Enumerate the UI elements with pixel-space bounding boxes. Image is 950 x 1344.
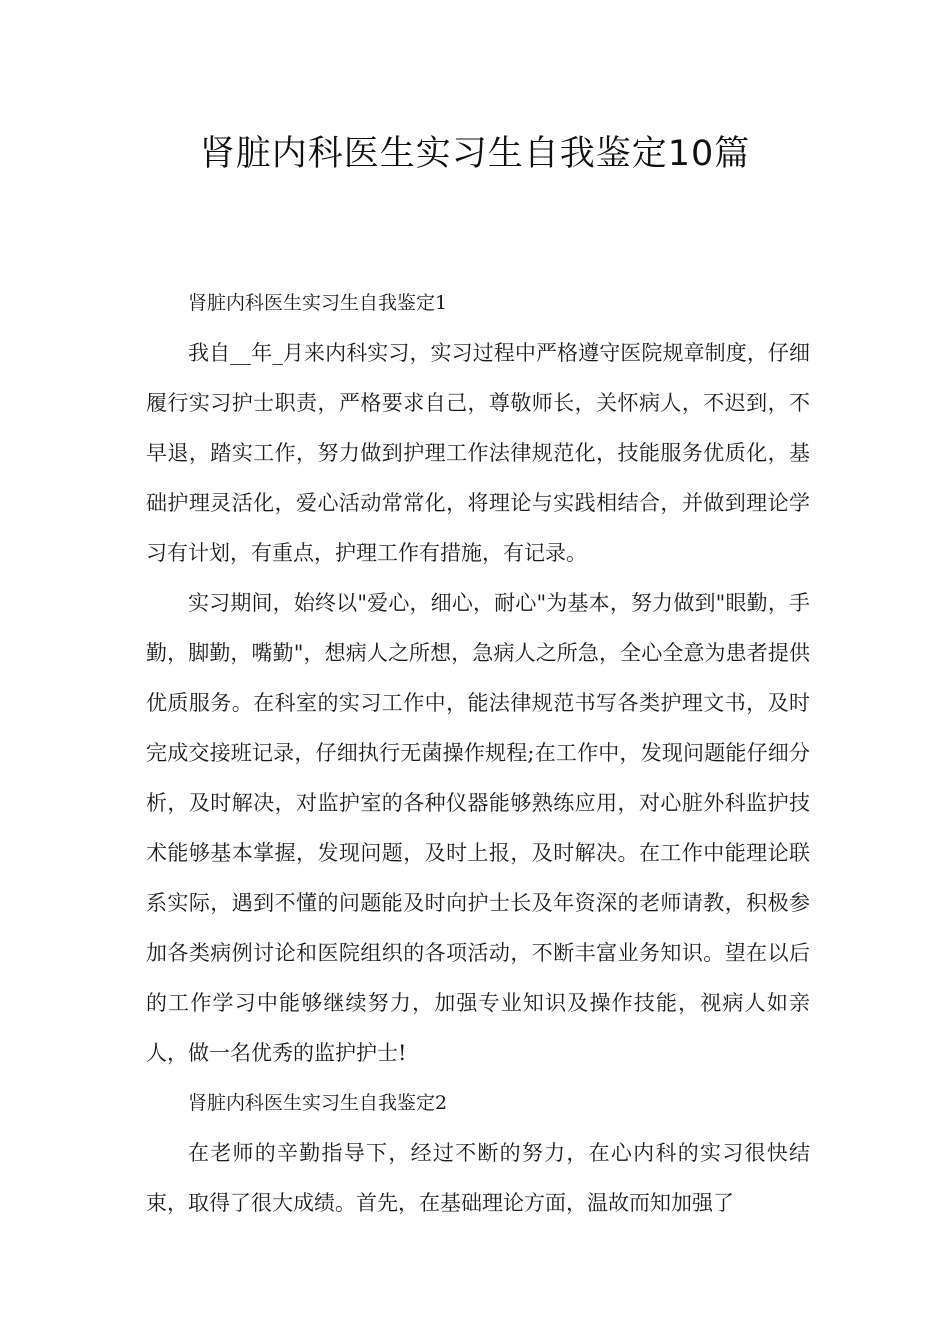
paragraph: 实习期间，始终以"爱心，细心，耐心"为基本，努力做到"眼勤，手勤，脚勤，嘴勤"，想病人之所想，急病人之所急，全心全意为患者提供优质服务。在科室的实习工作中，能法律规范书写各类护理文书，及时完成交接班记录，仔细执行无菌操作规程;在工作中，发现问题能仔细分析，及时解决，对监护室的各种仪器能够熟练应用，对心脏外科监护技术能够基本掌握，发现问题，及时上报，及时解决。在工作中能理论联系实际，遇到不懂的问题能及时向护士长及年资深的老师请教，积极参加各类病例讨论和医院组织的各项活动，不断丰富业务知识。望在以后的工作学习中能够继续努力，加强专业知识及操作技能，视病人如亲人，做一名优秀的监护护士! xyxy=(146,591,810,1065)
document-title: 肾脏内科医生实习生自我鉴定10篇 xyxy=(199,134,751,174)
section-heading: 肾脏内科医生实习生自我鉴定1 xyxy=(188,292,448,314)
section-1 xyxy=(146,278,810,1078)
paragraph: 我自__年_月来内科实习，实习过程中严格遵守医院规章制度，仔细履行实习护士职责，严格要求自己，尊敬师长，关怀病人，不迟到，不早退，踏实工作，努力做到护理工作法律规范化，技能服务优质化，基础护理灵活化，爱心活动常常化，将理论与实践相结合，并做到理论学习有计划，有重点，护理工作有措施，有记录。 xyxy=(146,341,810,565)
section-2 xyxy=(146,1078,810,1228)
paragraph: 在老师的辛勤指导下，经过不断的努力，在心内科的实习很快结束，取得了很大成绩。首先，在基础理论方面，温故而知加强了 xyxy=(146,1141,810,1215)
section-heading: 肾脏内科医生实习生自我鉴定2 xyxy=(188,1092,448,1114)
document-body xyxy=(146,278,810,1228)
